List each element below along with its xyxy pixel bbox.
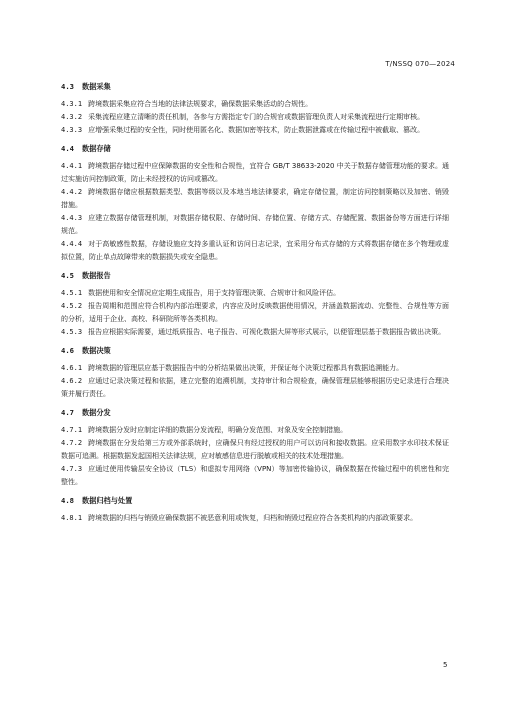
clause-number: 4.4.1 [61, 162, 83, 170]
clause-text: 跨境数据存储过程中应保障数据的安全性和合规性，宜符合 GB/T 38633-2020 中关于数据存储管理功能的要求。通过实施访问控制政策，防止未经授权的访问或篡改。 [61, 162, 449, 183]
clause-text: 应通过记录决策过程和依据，建立完整的追溯机制，支持审计和合规检查，确保管理层能够根据历史记录进行合理决策并履行责任。 [61, 377, 449, 398]
clause-paragraph [61, 98, 449, 111]
clause-text: 对于高敏感性数据，存储设施应支持多重认证和访问日志记录，宜采用分布式存储的方式将数据存储在多个物理或虚拟位置，防止单点故障带来的数据损失或安全隐患。 [61, 240, 449, 261]
clause-number: 4.8.1 [61, 514, 83, 522]
section-heading [61, 496, 449, 506]
clause-text: 应增强采集过程的安全性，同时使用匿名化、数据加密等技术，防止数据泄露或在传输过程中被截取、篡改。 [88, 126, 425, 134]
section-title: 数据分发 [81, 408, 111, 417]
clause-paragraph [61, 160, 449, 186]
clause-text: 应建立数据存储管理机制，对数据存储权限、存储时间、存储位置、存储方式、存储配置、数据备份等方面进行详细规范。 [61, 214, 449, 235]
section-number: 4.4 [61, 144, 74, 153]
page-number: 5 [443, 661, 448, 669]
section-title: 数据决策 [81, 346, 111, 355]
clause-number: 4.7.1 [61, 426, 83, 434]
clause-number: 4.7.3 [61, 465, 83, 473]
section-heading [61, 144, 449, 154]
clause-number: 4.4.2 [61, 188, 83, 196]
clause-number: 4.5.2 [61, 302, 83, 310]
clause-text: 跨境数据的管理层应基于数据报告中的分析结果做出决策，并保证每个决策过程都具有数据追溯能力。 [88, 364, 404, 372]
clause-paragraph [61, 300, 449, 326]
clause-number: 4.7.2 [61, 439, 83, 447]
section-number: 4.6 [61, 346, 74, 355]
section-title: 数据归档与处置 [81, 496, 133, 505]
clause-text: 应通过使用传输层安全协议（TLS）和虚拟专用网络（VPN）等加密传输协议，确保数据在传输过程中的机密性和完整性。 [61, 465, 449, 486]
clause-paragraph [61, 111, 449, 124]
clause-text: 报告周期和范围应符合机构内部治理要求，内容应及时反映数据使用情况，并涵盖数据流动、完整性、合规性等方面的分析，适用于企业、高校、科研院所等各类机构。 [61, 302, 449, 323]
clause-paragraph [61, 326, 449, 339]
clause-number: 4.4.4 [61, 240, 83, 248]
clause-text: 跨境数据的归档与销毁应确保数据不被恶意利用或恢复，归档和销毁过程应符合各类机构的内部政策要求。 [88, 514, 418, 522]
clause-number: 4.5.1 [61, 289, 83, 297]
clause-number: 4.3.3 [61, 126, 83, 134]
clause-paragraph [61, 212, 449, 238]
clause-number: 4.6.2 [61, 377, 83, 385]
clause-number: 4.3.1 [61, 100, 83, 108]
document-body [61, 82, 449, 532]
section-heading [61, 346, 449, 356]
section-title: 数据采集 [81, 82, 111, 91]
clause-paragraph [61, 375, 449, 401]
clause-number: 4.6.1 [61, 364, 83, 372]
section-number: 4.8 [61, 496, 74, 505]
clause-paragraph [61, 424, 449, 437]
clause-paragraph [61, 463, 449, 489]
clause-text: 采集流程应建立清晰的责任机制，各参与方需指定专门的合规官或数据管理负责人对采集流程进行定期审核。 [88, 113, 425, 121]
clause-number: 4.4.3 [61, 214, 83, 222]
section-number: 4.5 [61, 271, 74, 280]
section [61, 408, 449, 489]
clause-paragraph [61, 287, 449, 300]
clause-paragraph [61, 124, 449, 137]
section-heading [61, 82, 449, 92]
clause-paragraph [61, 186, 449, 212]
section-number: 4.3 [61, 82, 74, 91]
section [61, 82, 449, 137]
section [61, 346, 449, 401]
clause-number: 4.3.2 [61, 113, 83, 121]
section-title: 数据存储 [81, 144, 111, 153]
clause-paragraph [61, 362, 449, 375]
section-heading [61, 408, 449, 418]
section [61, 271, 449, 339]
section-title: 数据报告 [81, 271, 111, 280]
clause-number: 4.5.3 [61, 328, 83, 336]
clause-text: 跨境数据分发时应制定详细的数据分发流程，明确分发范围、对象及安全控制措施。 [88, 426, 348, 434]
clause-text: 跨境数据存储应根据数据类型、数据等级以及本地当地法律要求，确定存储位置，制定访问控制策略以及加密、销毁措施。 [61, 188, 449, 209]
clause-paragraph [61, 238, 449, 264]
clause-text: 跨境数据在分发给第三方或外部系统时，应确保只有经过授权的用户可以访问和接收数据。应采用数字水印技术保证数据可追溯。根据数据发起国相关法律法规，应对敏感信息进行脱敏或相关的技术处理措施。 [61, 439, 449, 460]
clause-text: 数据使用和安全情况应定期生成报告，用于支持管理决策、合规审计和风险评估。 [88, 289, 341, 297]
clause-text: 报告应根据实际需要，通过纸质报告、电子报告、可视化数据大屏等形式展示，以便管理层基于数据报告做出决策。 [88, 328, 446, 336]
document-id: T/NSSQ 070—2024 [385, 60, 455, 68]
section-heading [61, 271, 449, 281]
section [61, 496, 449, 525]
clause-paragraph [61, 437, 449, 463]
clause-paragraph [61, 512, 449, 525]
section-number: 4.7 [61, 408, 74, 417]
section [61, 144, 449, 264]
clause-text: 跨境数据采集应符合当地的法律法规要求，确保数据采集活动的合规性。 [88, 100, 313, 108]
